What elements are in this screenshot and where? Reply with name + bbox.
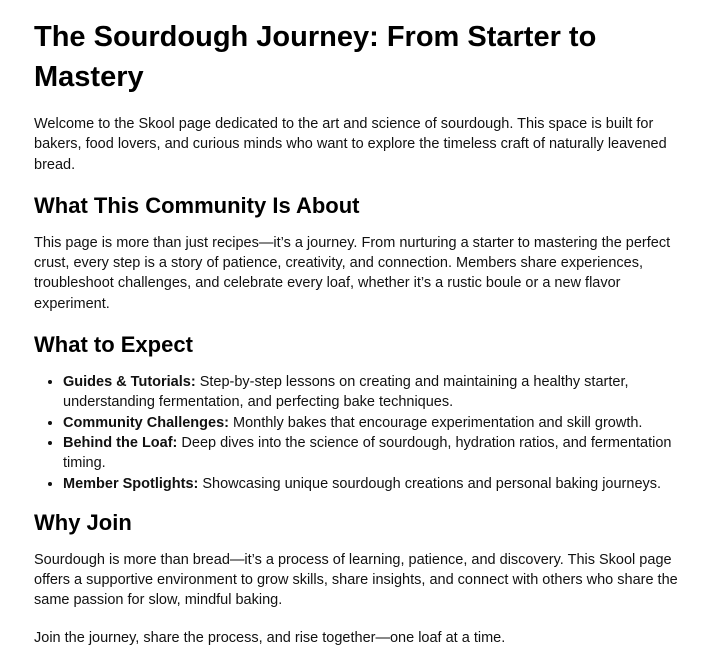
- list-item-behind-the-loaf: [63, 433, 686, 474]
- list-item-guides: [63, 372, 686, 413]
- list-item-label: Community Challenges:: [63, 414, 229, 431]
- about-paragraph: This page is more than just recipes—it’s a journey. From nurturing a starter to mastering the perfect crust, every step is a story of patience, creativity, and connection. Members share experiences, troubleshoot challenges, and celebrate every loaf, whether it’s a rustic boule or a new flavor experiment.: [34, 234, 671, 312]
- expect-list: [34, 372, 686, 494]
- list-item-text: Showcasing unique sourdough creations and personal baking journeys.: [198, 475, 662, 492]
- list-item-label: Guides & Tutorials:: [63, 374, 196, 391]
- closing-paragraph: Join the journey, share the process, and rise together—one loaf at a time.: [34, 629, 506, 646]
- intro-paragraph: Welcome to the Skool page dedicated to the art and science of sourdough. This space is built for bakers, food lovers, and curious minds who want to explore the timeless craft of naturally leavened bread.: [34, 116, 667, 173]
- list-item-text: Step-by-step lessons on creating and maintaining a healthy starter, understanding fermentation, and perfecting bake techniques.: [63, 374, 629, 411]
- list-item-spotlights: [63, 474, 686, 494]
- list-item-text: Deep dives into the science of sourdough, hydration ratios, and fermentation timing.: [63, 434, 672, 472]
- about-heading: What This Community Is About: [34, 192, 360, 218]
- join-heading: Why Join: [34, 509, 132, 535]
- list-item-text: Monthly bakes that encourage experimentation and skill growth.: [228, 414, 643, 431]
- list-item-challenges: [63, 413, 686, 433]
- page-title: The Sourdough Journey: From Starter to Mastery: [34, 21, 597, 93]
- list-item-label: Behind the Loaf:: [63, 434, 178, 451]
- expect-heading: What to Expect: [34, 332, 193, 358]
- join-paragraph: Sourdough is more than bread—it’s a process of learning, patience, and discovery. This Skool page offers a supportive environment to grow skills, share insights, and connect with others who share the same passion for slow, mindful baking.: [34, 551, 678, 609]
- list-item-label: Member Spotlights:: [63, 475, 199, 492]
